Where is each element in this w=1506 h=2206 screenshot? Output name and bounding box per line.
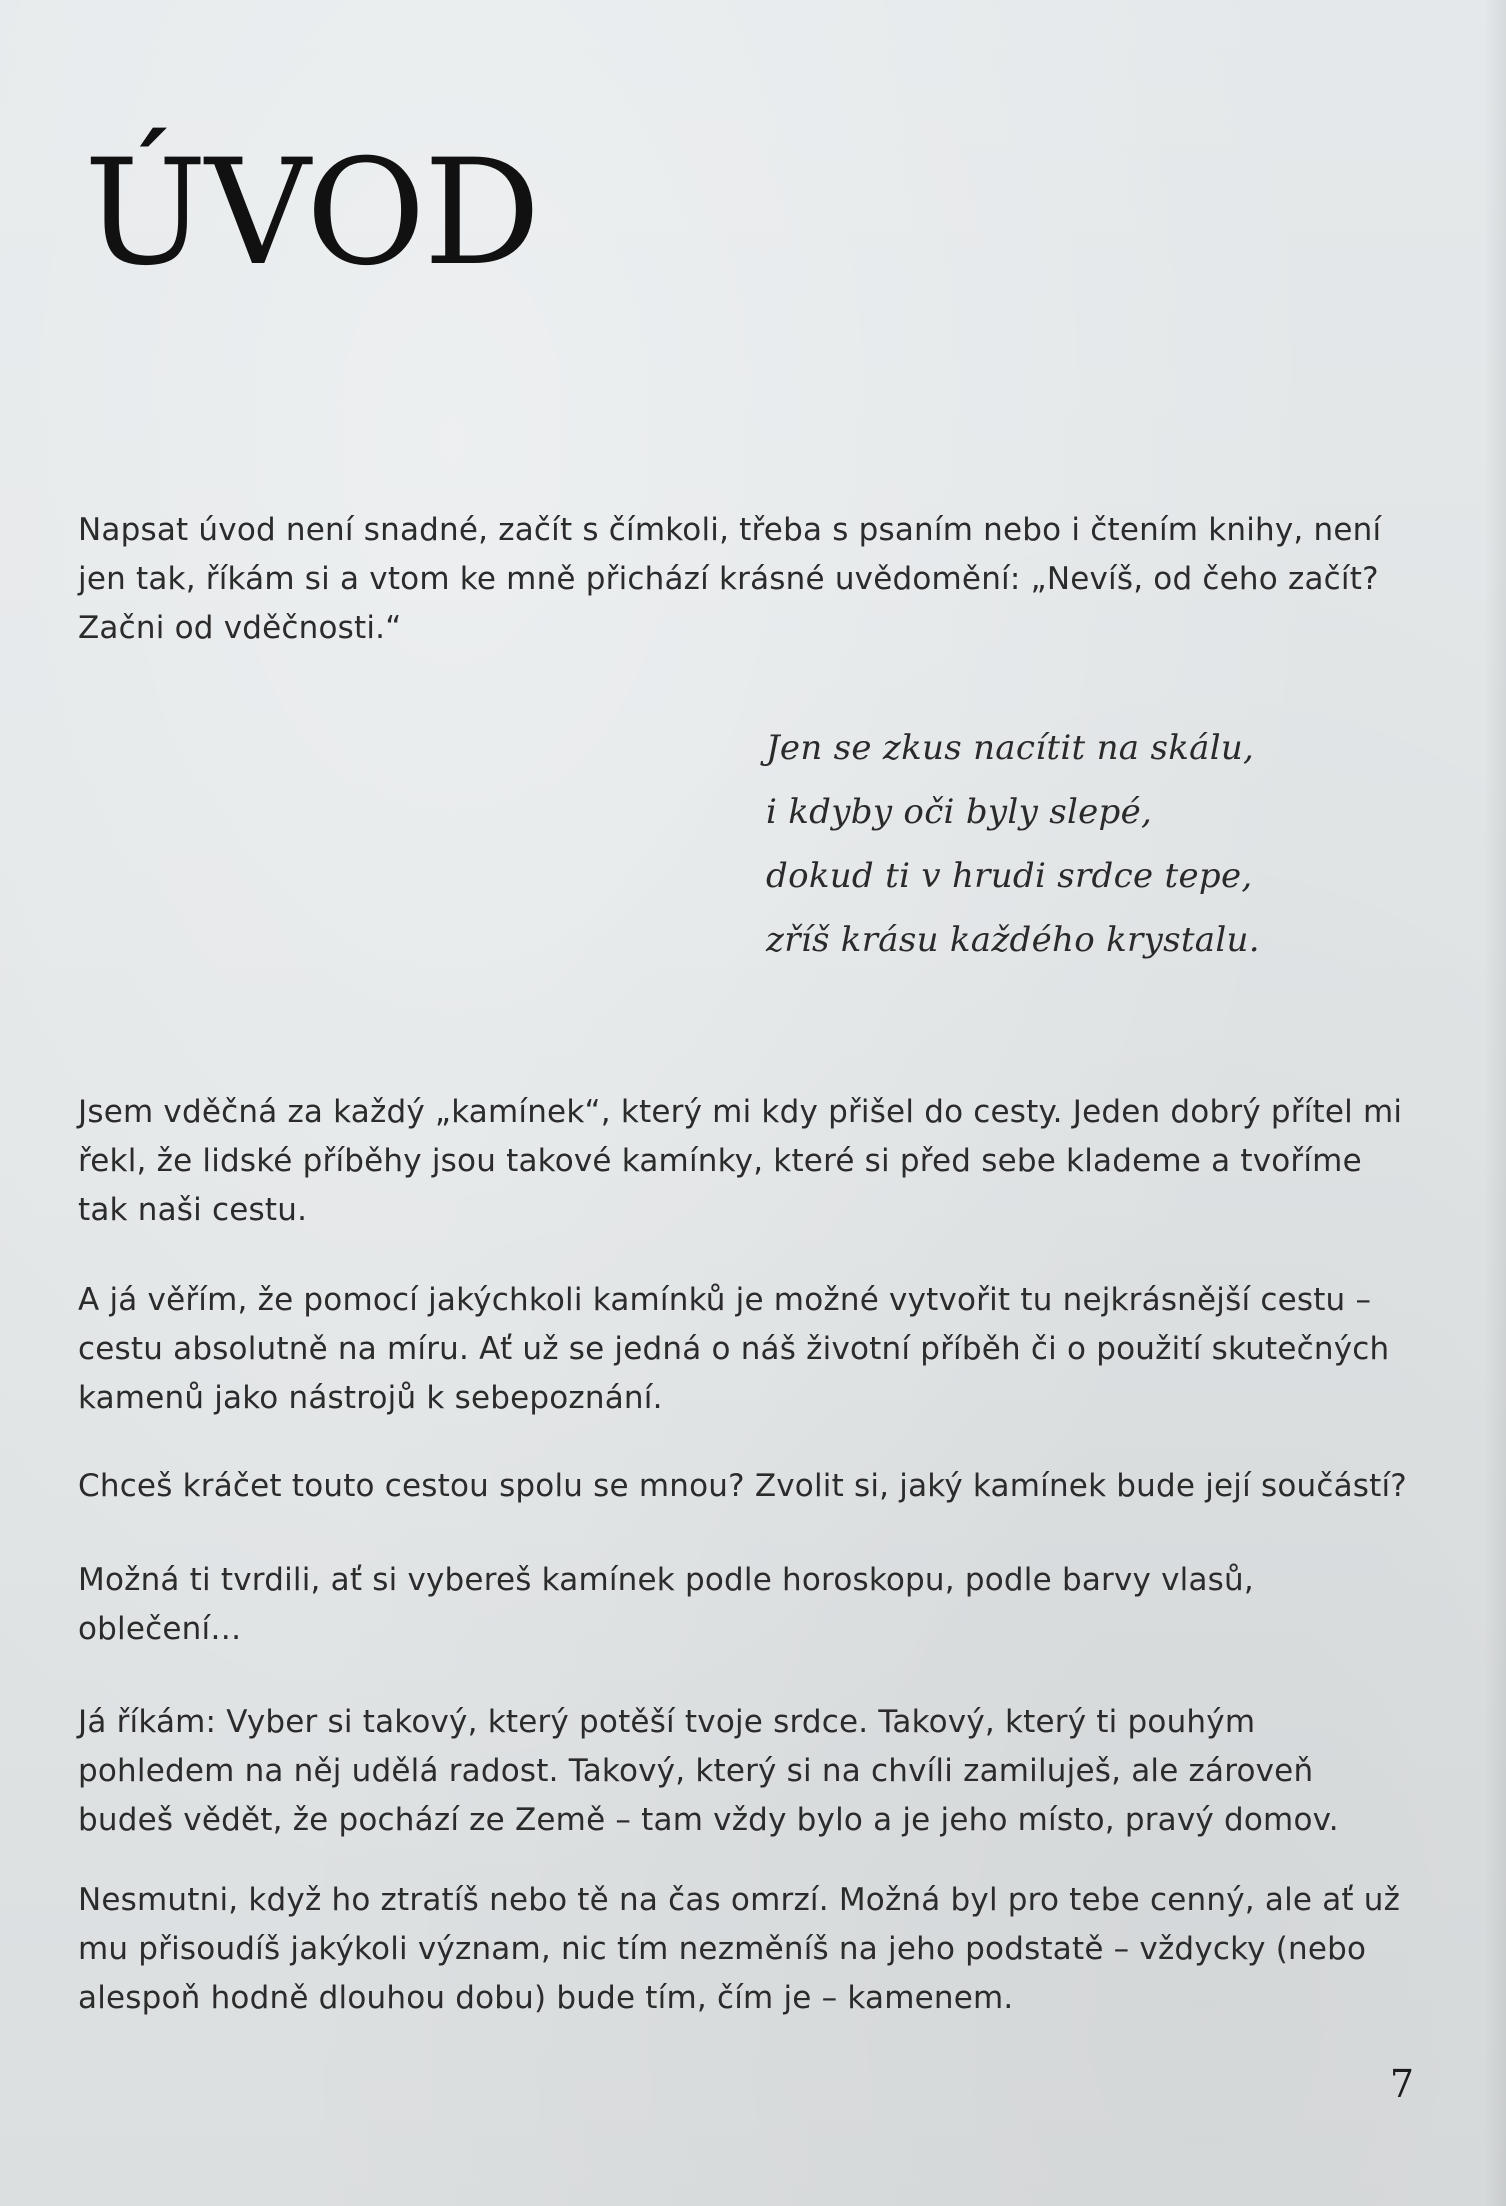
poem-line: Jen se zkus nacítit na skálu, bbox=[766, 728, 1255, 768]
poem-line: i kdyby oči byly slepé, bbox=[766, 792, 1153, 832]
page-number: 7 bbox=[1389, 2062, 1414, 2106]
body-paragraph: Možná ti tvrdili, ať si vybereš kamínek podle horoskopu, podle barvy vlasů, oblečení… bbox=[78, 1562, 1254, 1647]
intro-paragraph: Napsat úvod není snadné, začít s čímkoli, třeba s psaním nebo i čtením knihy, není jen tak, říkám si a vtom ke mně přichází krásné uvědomění: „Nevíš, od čeho začít? Začni od vděčnosti.“ bbox=[78, 512, 1382, 646]
poem-line: dokud ti v hrudi srdce tepe, bbox=[766, 856, 1253, 896]
body-paragraph: Chceš kráčet touto cestou spolu se mnou? Zvolit si, jaký kamínek bude její součástí? bbox=[78, 1468, 1407, 1504]
poem-line: zříš krásu každého krystalu. bbox=[766, 920, 1260, 960]
body-paragraph: Jsem vděčná za každý „kamínek“, který mi kdy přišel do cesty. Jeden dobrý přítel mi řekl, že lidské příběhy jsou takové kamínky, které si před sebe klademe a tvoříme tak naši cestu. bbox=[78, 1094, 1403, 1228]
poem-stanza bbox=[766, 716, 1406, 972]
body-paragraph: Nesmutni, když ho ztratíš nebo tě na čas omrzí. Možná byl pro tebe cenný, ale ať už mu přisoudíš jakýkoli význam, nic tím nezměníš na jeho podstatě – vždycky (nebo alespoň hodně dlouhou dobu) bude tím, čím je – kamenem. bbox=[78, 1882, 1401, 2016]
page-edge-shadow bbox=[1484, 0, 1506, 2206]
body-paragraph: Já říkám: Vyber si takový, který potěší tvoje srdce. Takový, který ti pouhým pohledem na něj udělá radost. Takový, který si na chvíli zamiluješ, ale zároveň budeš vědět, že pochází ze Země – tam vždy bylo a je jeho místo, pravý domov. bbox=[78, 1704, 1339, 1838]
chapter-title: ÚVOD bbox=[84, 128, 539, 298]
body-paragraph: A já věřím, že pomocí jakýchkoli kamínků je možné vytvořit tu nejkrásnější cestu – cestu absolutně na míru. Ať už se jedná o náš životní příběh či o použití skutečných kamenů jako nástrojů k sebepoznání. bbox=[78, 1282, 1390, 1416]
